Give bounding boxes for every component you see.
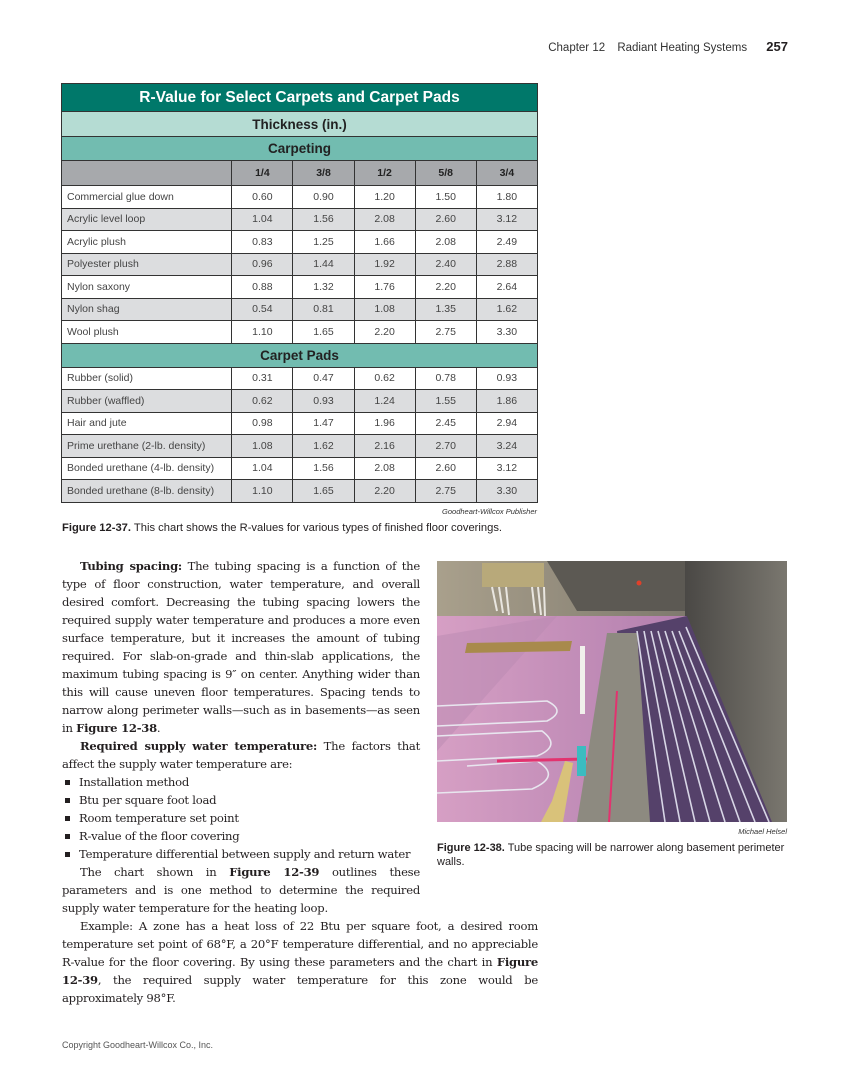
row-label: Acrylic plush <box>62 231 232 254</box>
column-header-row <box>62 161 538 186</box>
row-label: Nylon saxony <box>62 276 232 299</box>
r-value-table <box>61 83 538 503</box>
list-item: R-value of the floor covering <box>62 827 420 845</box>
r-value-cell: 3.24 <box>476 435 537 458</box>
carpeting-rows <box>62 186 538 344</box>
r-value-cell: 1.25 <box>293 231 354 254</box>
table-row <box>62 253 538 276</box>
r-value-cell: 1.62 <box>476 298 537 321</box>
r-value-cell: 1.96 <box>354 412 415 435</box>
r-value-cell: 0.90 <box>293 186 354 209</box>
bullet-icon <box>65 780 70 785</box>
r-value-cell: 1.10 <box>232 321 293 344</box>
r-value-cell: 1.08 <box>232 435 293 458</box>
example-block <box>62 917 538 1007</box>
table-row <box>62 457 538 480</box>
r-value-cell: 0.93 <box>293 390 354 413</box>
r-value-cell: 2.60 <box>415 208 476 231</box>
r-value-cell: 3.12 <box>476 208 537 231</box>
figure-38-caption <box>437 841 787 869</box>
table-row <box>62 186 538 209</box>
r-value-cell: 1.80 <box>476 186 537 209</box>
figure-37-credit: Goodheart-Willcox Publisher <box>442 507 537 516</box>
copyright-footer: Copyright Goodheart-Willcox Co., Inc. <box>62 1040 214 1050</box>
figure-12-38-ref: Figure 12-38 <box>76 721 157 735</box>
row-label: Rubber (solid) <box>62 367 232 390</box>
figure-12-39-ref: Figure 12-39 <box>62 955 538 987</box>
r-value-cell: 0.81 <box>293 298 354 321</box>
r-value-cell: 1.32 <box>293 276 354 299</box>
r-value-cell: 2.08 <box>354 457 415 480</box>
r-value-cell: 2.64 <box>476 276 537 299</box>
column-header: 3/8 <box>293 161 354 186</box>
table-row <box>62 412 538 435</box>
table-title: R-Value for Select Carpets and Carpet Pads <box>62 84 538 112</box>
r-value-cell: 0.47 <box>293 367 354 390</box>
r-value-cell: 1.65 <box>293 480 354 503</box>
r-value-cell: 1.47 <box>293 412 354 435</box>
r-value-cell: 1.20 <box>354 186 415 209</box>
factor-list <box>62 773 420 863</box>
r-value-cell: 1.76 <box>354 276 415 299</box>
column-header: 3/4 <box>476 161 537 186</box>
r-value-cell: 0.78 <box>415 367 476 390</box>
figure-38-caption-text: Tube spacing will be narrower along basement perimeter walls. <box>437 842 785 868</box>
r-value-cell: 1.56 <box>293 208 354 231</box>
r-value-cell: 1.08 <box>354 298 415 321</box>
r-value-cell: 1.66 <box>354 231 415 254</box>
figure-38-label: Figure 12-38. <box>437 842 505 854</box>
row-label: Prime urethane (2-lb. density) <box>62 435 232 458</box>
figure-38-credit: Michael Helsel <box>738 827 787 836</box>
supply-temp-lead: Required supply water temperature: <box>80 739 318 753</box>
radiant-tubing-photo-icon <box>437 561 787 822</box>
r-value-cell: 0.93 <box>476 367 537 390</box>
r-value-cell: 1.04 <box>232 208 293 231</box>
table-row <box>62 208 538 231</box>
row-label: Acrylic level loop <box>62 208 232 231</box>
r-value-cell: 2.75 <box>415 480 476 503</box>
list-item: Room temperature set point <box>62 809 420 827</box>
chapter-label: Chapter 12 <box>548 42 606 54</box>
tubing-spacing-lead: Tubing spacing: <box>80 559 182 573</box>
r-value-cell: 1.65 <box>293 321 354 344</box>
body-column <box>62 557 420 917</box>
r-value-cell: 3.30 <box>476 480 537 503</box>
r-value-cell: 1.24 <box>354 390 415 413</box>
r-value-cell: 2.94 <box>476 412 537 435</box>
table-row <box>62 435 538 458</box>
r-value-cell: 2.20 <box>354 321 415 344</box>
r-value-cell: 2.49 <box>476 231 537 254</box>
r-value-cell: 1.10 <box>232 480 293 503</box>
r-value-cell: 1.86 <box>476 390 537 413</box>
row-label: Wool plush <box>62 321 232 344</box>
bullet-icon <box>65 816 70 821</box>
column-header: 1/4 <box>232 161 293 186</box>
table-subheader: Thickness (in.) <box>62 112 538 137</box>
r-value-cell: 2.08 <box>354 208 415 231</box>
r-value-cell: 1.62 <box>293 435 354 458</box>
figure-12-39-ref: Figure 12-39 <box>229 865 320 879</box>
r-value-cell: 2.16 <box>354 435 415 458</box>
r-value-cell: 0.62 <box>354 367 415 390</box>
r-value-cell: 1.56 <box>293 457 354 480</box>
table-row <box>62 367 538 390</box>
example-paragraph: Example: A zone has a heat loss of 22 Btu per square foot, a desired room temperature set point of 68°F, a 20°F temperature differential, and no appreciable R-value for the floor covering. By using these parameters and the chart in Figure 12-39, the required supply water temperature for this zone would be approximately 98°F. <box>62 919 538 1005</box>
section-header-carpeting: Carpeting <box>62 137 538 161</box>
row-label: Hair and jute <box>62 412 232 435</box>
column-header-blank <box>62 161 232 186</box>
list-item: Btu per square foot load <box>62 791 420 809</box>
r-value-cell: 1.50 <box>415 186 476 209</box>
row-label: Rubber (waffled) <box>62 390 232 413</box>
r-value-cell: 3.30 <box>476 321 537 344</box>
chart-paragraph: The chart shown in Figure 12-39 outlines these parameters and is one method to determine the required supply water temperature for the heating loop. <box>62 865 420 915</box>
running-head <box>548 39 788 54</box>
row-label: Bonded urethane (8-lb. density) <box>62 480 232 503</box>
r-value-cell: 1.92 <box>354 253 415 276</box>
figure-37-caption-text: This chart shows the R-values for various types of finished floor coverings. <box>131 522 503 534</box>
figure-12-38-photo <box>437 561 787 822</box>
section-header-carpet-pads: Carpet Pads <box>62 343 538 367</box>
bullet-icon <box>65 834 70 839</box>
row-label: Polyester plush <box>62 253 232 276</box>
r-value-cell: 2.40 <box>415 253 476 276</box>
list-item: Temperature differential between supply and return water <box>62 845 420 863</box>
r-value-cell: 1.35 <box>415 298 476 321</box>
table-row <box>62 231 538 254</box>
table-row <box>62 298 538 321</box>
r-value-cell: 0.54 <box>232 298 293 321</box>
page-number: 257 <box>766 39 788 54</box>
r-value-cell: 2.88 <box>476 253 537 276</box>
table-row <box>62 390 538 413</box>
r-value-cell: 1.55 <box>415 390 476 413</box>
column-header: 1/2 <box>354 161 415 186</box>
list-item: Installation method <box>62 773 420 791</box>
r-value-cell: 0.96 <box>232 253 293 276</box>
r-value-cell: 2.20 <box>415 276 476 299</box>
table-row <box>62 480 538 503</box>
figure-37-label: Figure 12-37. <box>62 522 132 534</box>
r-value-cell: 2.60 <box>415 457 476 480</box>
r-value-cell: 0.62 <box>232 390 293 413</box>
table-row <box>62 276 538 299</box>
row-label: Commercial glue down <box>62 186 232 209</box>
r-value-cell: 2.75 <box>415 321 476 344</box>
carpet-pad-rows <box>62 367 538 502</box>
tubing-spacing-paragraph: Tubing spacing: The tubing spacing is a function of the type of floor construction, water temperature, and overall desired comfort. Decreasing the tubing spacing lowers the required supply water temperature and produces a more even surface temperature, but it increases the amount of tubing required. For slab-on-grade and thin-slab applications, the maximum tubing spacing is 9″ on center. Anything wider than this will cause uneven floor temperatures. Spacing tends to narrow along perimeter walls—such as in basements—as seen in Figure 12-38. <box>62 559 420 735</box>
r-value-cell: 0.98 <box>232 412 293 435</box>
chapter-title: Radiant Heating Systems <box>617 42 748 54</box>
r-value-cell: 2.70 <box>415 435 476 458</box>
figure-37-caption <box>62 521 542 535</box>
r-value-cell: 0.83 <box>232 231 293 254</box>
r-value-cell: 0.31 <box>232 367 293 390</box>
bullet-icon <box>65 798 70 803</box>
r-value-cell: 0.60 <box>232 186 293 209</box>
table-row <box>62 321 538 344</box>
r-value-cell: 0.88 <box>232 276 293 299</box>
r-value-cell: 1.04 <box>232 457 293 480</box>
row-label: Bonded urethane (4-lb. density) <box>62 457 232 480</box>
r-value-cell: 1.44 <box>293 253 354 276</box>
r-value-cell: 2.08 <box>415 231 476 254</box>
column-header: 5/8 <box>415 161 476 186</box>
r-value-cell: 2.45 <box>415 412 476 435</box>
supply-temp-paragraph: Required supply water temperature: The factors that affect the supply water temperature are: <box>62 739 420 771</box>
bullet-icon <box>65 852 70 857</box>
row-label: Nylon shag <box>62 298 232 321</box>
r-value-cell: 2.20 <box>354 480 415 503</box>
r-value-cell: 3.12 <box>476 457 537 480</box>
